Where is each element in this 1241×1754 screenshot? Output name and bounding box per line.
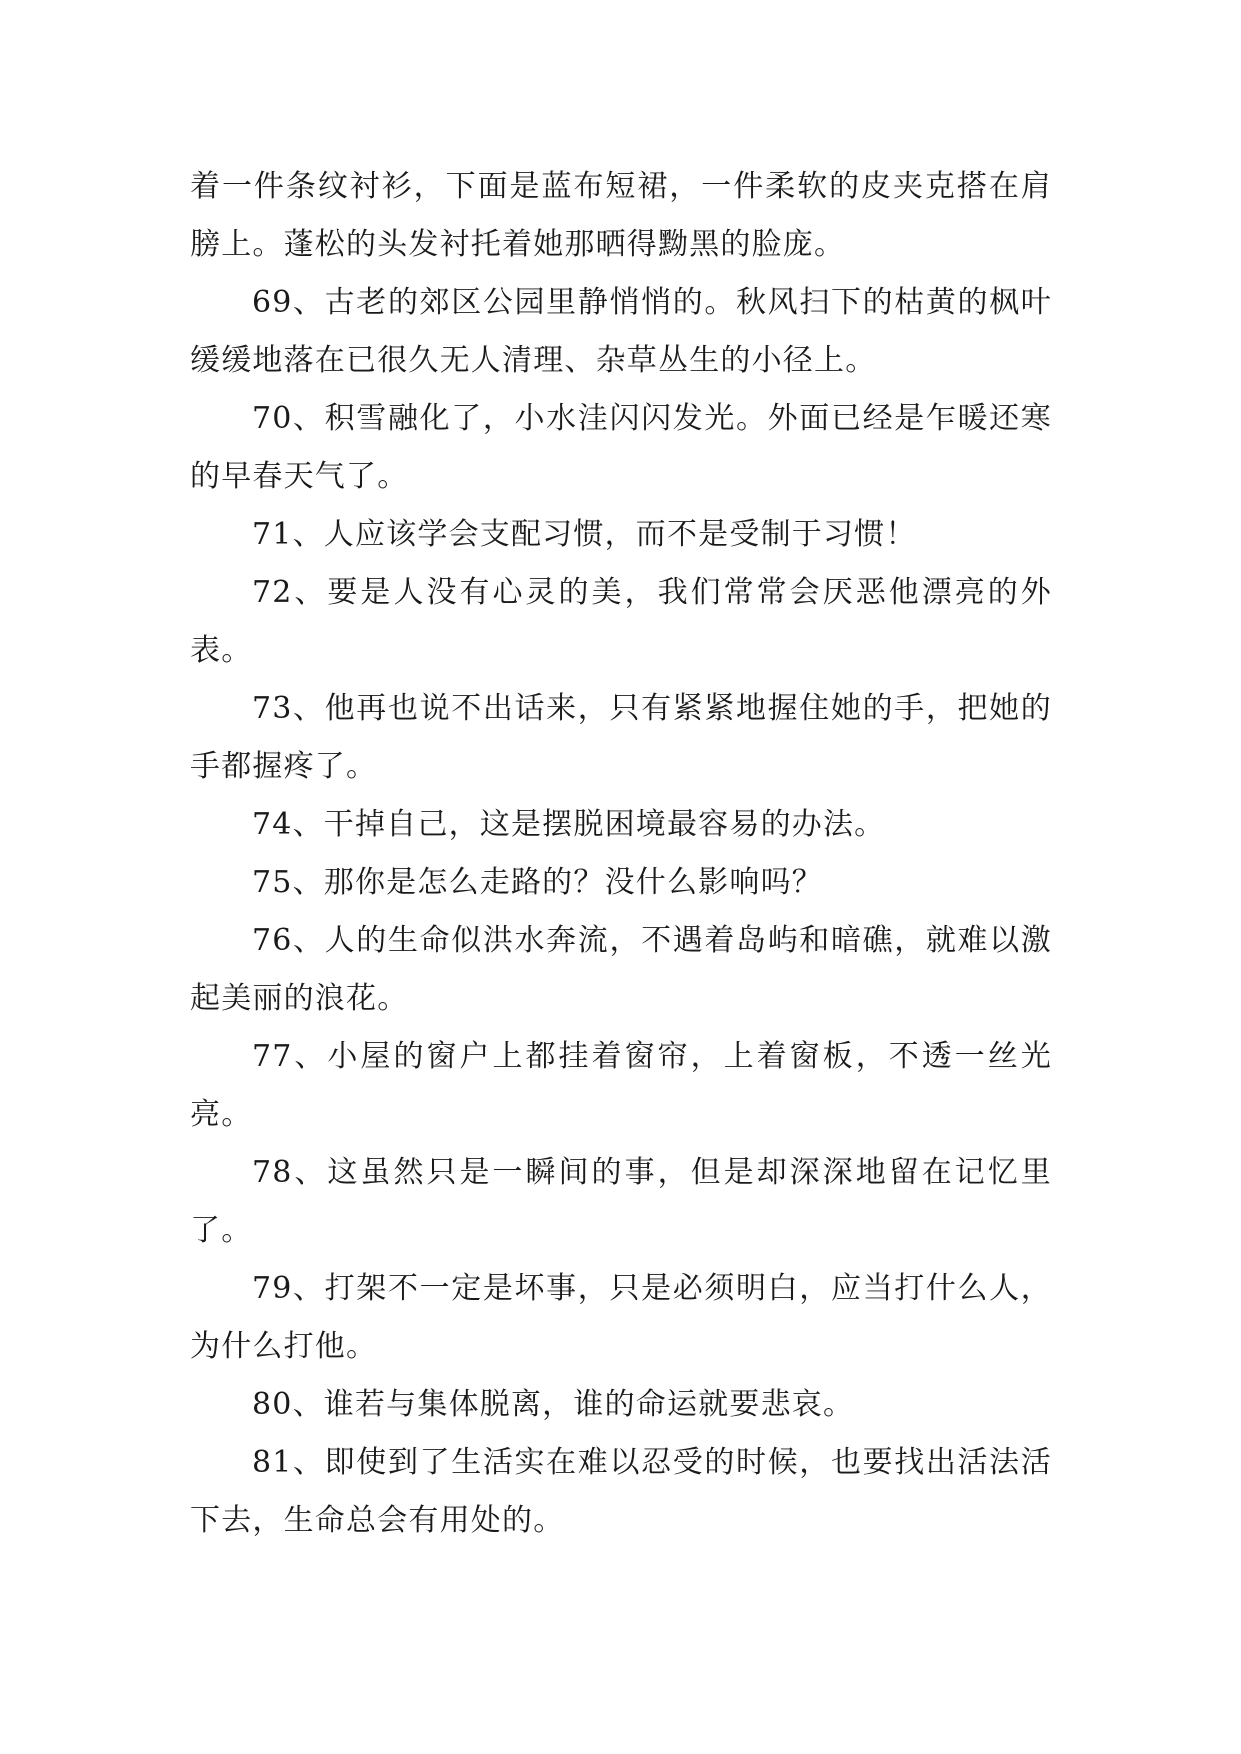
paragraph-75: 75、那你是怎么走路的？没什么影响吗？	[252, 865, 823, 900]
document-body	[190, 158, 1052, 1550]
paragraph-78: 78、这虽然只是一瞬间的事，但是却深深地留在记忆里了。	[190, 1155, 1052, 1248]
paragraph-71: 71、人应该学会支配习惯，而不是受制于习惯！	[252, 517, 917, 552]
paragraph-69: 69、古老的郊区公园里静悄悄的。秋风扫下的枯黄的枫叶缓缓地落在已很久无人清理、杂草丛生的小径上。	[190, 285, 1052, 378]
paragraph-76: 76、人的生命似洪水奔流，不遇着岛屿和暗礁，就难以激起美丽的浪花。	[190, 923, 1052, 1016]
paragraph-70: 70、积雪融化了，小水洼闪闪发光。外面已经是乍暖还寒的早春天气了。	[190, 401, 1052, 494]
paragraph-continuation: 着一件条纹衬衫，下面是蓝布短裙，一件柔软的皮夹克搭在肩膀上。蓬松的头发衬托着她那晒得黝黑的脸庞。	[190, 169, 1052, 262]
paragraph-73: 73、他再也说不出话来，只有紧紧地握住她的手，把她的手都握疼了。	[190, 691, 1052, 784]
paragraph-72: 72、要是人没有心灵的美，我们常常会厌恶他漂亮的外表。	[190, 575, 1052, 668]
paragraph-81: 81、即使到了生活实在难以忍受的时候，也要找出活法活下去，生命总会有用处的。	[190, 1445, 1052, 1538]
paragraph-80: 80、谁若与集体脱离，谁的命运就要悲哀。	[252, 1387, 855, 1422]
paragraph-77: 77、小屋的窗户上都挂着窗帘，上着窗板，不透一丝光亮。	[190, 1039, 1052, 1132]
paragraph-74: 74、干掉自己，这是摆脱困境最容易的办法。	[252, 807, 886, 842]
paragraph-79: 79、打架不一定是坏事，只是必须明白，应当打什么人，为什么打他。	[190, 1271, 1052, 1364]
